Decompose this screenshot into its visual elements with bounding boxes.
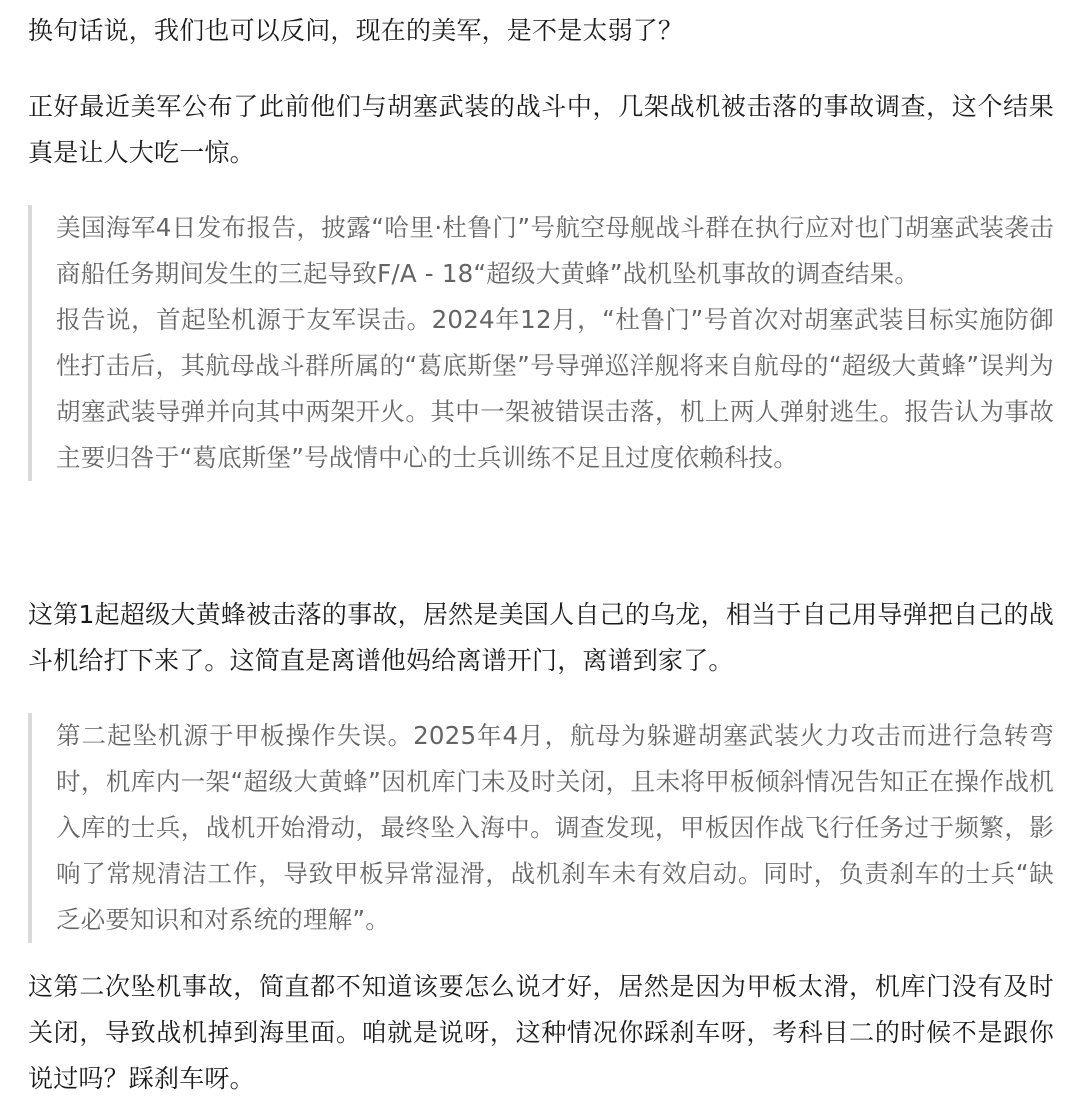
paragraph: 这第二次坠机事故，简直都不知道该要怎么说才好，居然是因为甲板太滑，机库门没有及时关闭，导致战机掉到海里面。咱就是说呀，这种情况你踩刹车呀，考科目二的时候不是跟你说过吗？踩刹车呀。 (28, 972, 1054, 1093)
paragraph: 换句话说，我们也可以反问，现在的美军，是不是太弱了？ (28, 16, 684, 45)
blockquote (28, 205, 1054, 481)
blockquote (28, 713, 1054, 943)
quote-paragraph: 报告说，首起坠机源于友军误击。2024年12月，“杜鲁门”号首次对胡塞武装目标实施防御性打击后，其航母战斗群所属的“葛底斯堡”号导弹巡洋舰将来自航母的“超级大黄蜂”误判为胡塞武装导弹并向其中两架开火。其中一架被错误击落，机上两人弹射逃生。报告认为事故主要归咎于“葛底斯堡”号战情中心的士兵训练不足且过度依赖科技。 (56, 305, 1054, 472)
quote-paragraph: 第二起坠机源于甲板操作失误。2025年4月，航母为躲避胡塞武装火力攻击而进行急转弯时，机库内一架“超级大黄蜂”因机库门未及时关闭，且未将甲板倾斜情况告知正在操作战机入库的士兵，战机开始滑动，最终坠入海中。调查发现，甲板因作战飞行任务过于频繁，影响了常规清洁工作，导致甲板异常湿滑，战机刹车未有效启动。同时，负责刹车的士兵“缺乏必要知识和对系统的理解”。 (56, 721, 1054, 934)
paragraph: 正好最近美军公布了此前他们与胡塞武装的战斗中，几架战机被击落的事故调查，这个结果真是让人大吃一惊。 (28, 92, 1054, 167)
quote-paragraph: 美国海军4日发布报告，披露“哈里·杜鲁门”号航空母舰战斗群在执行应对也门胡塞武装袭击商船任务期间发生的三起导致F/A - 18“超级大黄蜂”战机坠机事故的调查结果。 (56, 213, 1054, 288)
paragraph: 这第1起超级大黄蜂被击落的事故，居然是美国人自己的乌龙，相当于自己用导弹把自己的战斗机给打下来了。这简直是离谱他妈给离谱开门，离谱到家了。 (28, 600, 1054, 675)
